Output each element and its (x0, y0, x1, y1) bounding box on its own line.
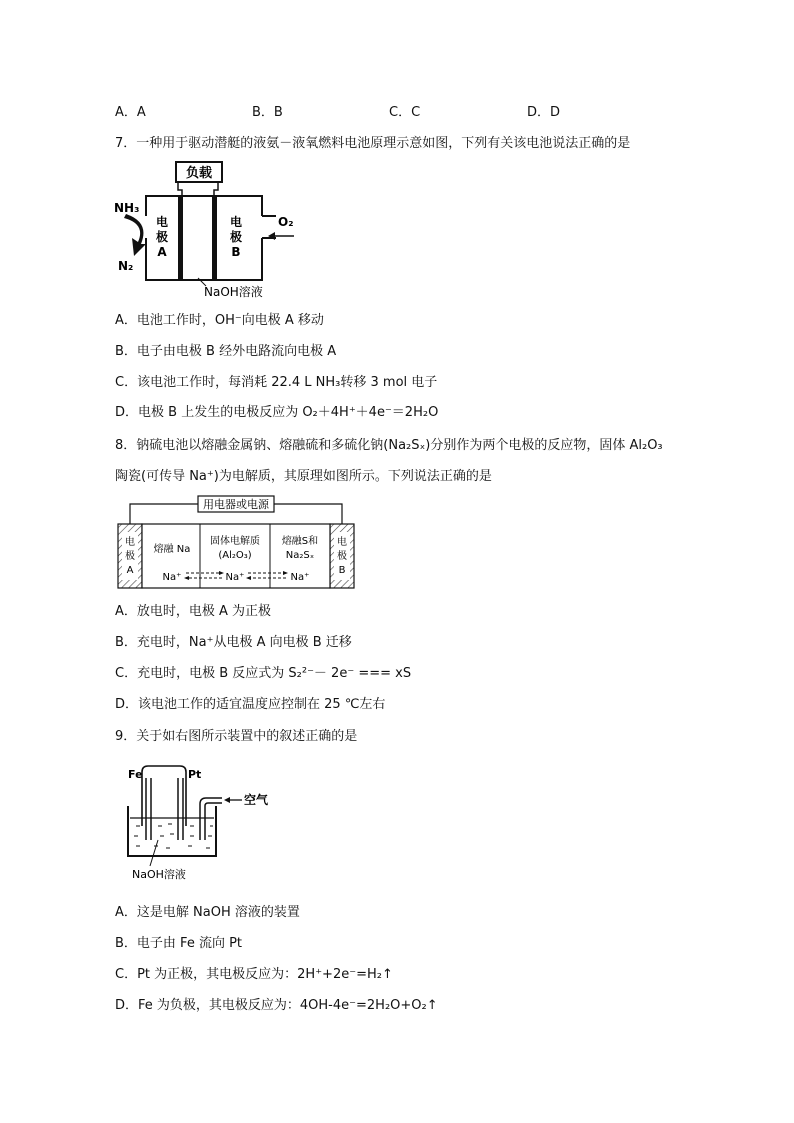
q8-electrode-a-label-2: 极 (125, 551, 135, 562)
q7-electrode-b (212, 196, 217, 280)
q7-nh3-arrow (124, 214, 146, 256)
q9-fe-label: Fe (128, 768, 143, 781)
q7-option-d: D．电极 B 上发生的电极反应为 O₂＋4H⁺＋4e⁻＝2H₂O (115, 405, 439, 420)
q7-n2-label: N₂ (118, 259, 134, 273)
q9-stem: 9．关于如右图所示装置中的叙述正确的是 (115, 729, 358, 744)
q7-electrode-a-label-3: A (157, 245, 167, 259)
q8-wire-right (274, 504, 342, 524)
q9-option-d: D．Fe 为负极，其电极反应为：4OH-4e⁻=2H₂O+O₂↑ (115, 998, 438, 1013)
q7-o2-label: O₂ (278, 215, 294, 229)
q8-electrode-b-label-2: 极 (337, 551, 347, 562)
q9-apparatus-figure (124, 760, 284, 884)
q8-electrode-b-label-1: 电 (337, 537, 347, 548)
q9-solution-label: NaOH溶液 (132, 868, 186, 881)
q9-air-tube (200, 798, 222, 840)
q7-electrode-a-label-2: 极 (155, 230, 169, 244)
q6-option-b: B．B (252, 105, 283, 120)
q8-cell2-label-1: 固体电解质 (210, 536, 260, 547)
q8-ion-2: Na⁺ (225, 572, 245, 583)
q7-option-b: B．电子由电极 B 经外电路流向电极 A (115, 344, 337, 359)
q8-wire (130, 504, 198, 524)
q7-electrode-b-label-2: 极 (229, 230, 243, 244)
q8-option-a: A．放电时，电极 A 为正极 (115, 604, 272, 619)
q7-option-c: C．该电池工作时，每消耗 22.4 L NH₃转移 3 mol 电子 (115, 375, 438, 390)
q7-electrode-a-label-1: 电 (155, 215, 169, 229)
q8-cell3-label-2: Na₂Sₓ (285, 550, 315, 561)
q8-option-d: D．该电池工作的适宜温度应控制在 25 ℃左右 (115, 697, 386, 712)
q7-load-label: 负载 (185, 166, 213, 181)
q9-air-label: 空气 (244, 793, 269, 807)
q8-electrode-b-label-3: B (338, 565, 346, 576)
q9-pt-label: Pt (188, 768, 202, 781)
q9-option-c: C．Pt 为正极，其电极反应为：2H⁺+2e⁻=H₂↑ (115, 967, 393, 982)
q8-sodium-sulfur-figure (116, 494, 356, 592)
q7-electrode-b-label-3: B (231, 245, 241, 259)
q8-stem-line1: 8．钠硫电池以熔融金属钠、熔融硫和多硫化钠(Na₂Sₓ)分别作为两个电极的反应物，固体 Al₂O₃ (115, 438, 663, 453)
q8-cell3-label-1: 熔融S和 (281, 536, 319, 547)
q9-wire (142, 766, 186, 826)
q8-stem-line2: 陶瓷(可传导 Na⁺)为电解质，其原理如图所示。下列说法正确的是 (115, 469, 492, 484)
q7-fuel-cell-figure (112, 160, 302, 300)
q8-ion-3: Na⁺ (290, 572, 310, 583)
q7-option-a: A．电池工作时，OH⁻向电极 A 移动 (115, 313, 324, 328)
q8-electrode-a-label-1: 电 (125, 537, 135, 548)
q7-electrode-a (178, 196, 183, 280)
q6-option-c: C．C (389, 105, 421, 120)
q6-option-d: D．D (527, 105, 561, 120)
q8-ion-1: Na⁺ (162, 572, 182, 583)
q9-solution-pointer (150, 840, 158, 866)
q7-stem: 7．一种用于驱动潜艇的液氨－液氧燃料电池原理示意如图，下列有关该电池说法正确的是 (115, 136, 631, 151)
q7-nh3-label: NH₃ (114, 201, 140, 215)
q9-option-a: A．这是电解 NaOH 溶液的装置 (115, 905, 300, 920)
q9-beaker (128, 806, 216, 856)
q7-electrode-b-label-1: 电 (229, 215, 243, 229)
q8-cell2-label-2: (Al₂O₃) (218, 550, 252, 561)
q8-option-b: B．充电时，Na⁺从电极 A 向电极 B 迁移 (115, 635, 352, 650)
q8-electrode-a-label-3: A (126, 565, 134, 576)
q9-air-tube-2 (205, 803, 222, 840)
q6-option-a: A．A (115, 105, 146, 120)
q9-option-b: B．电子由 Fe 流向 Pt (115, 936, 243, 951)
q7-cell-outer (146, 196, 262, 216)
q8-option-c: C．充电时，电极 B 反应式为 S₂²⁻－ 2e⁻ === xS (115, 666, 412, 681)
q9-air-arrowhead (224, 797, 230, 803)
q8-cell1-label: 熔融 Na (153, 544, 191, 555)
q8-device-label: 用电器或电源 (203, 498, 269, 511)
q7-electrolyte-label: NaOH溶液 (204, 285, 263, 299)
